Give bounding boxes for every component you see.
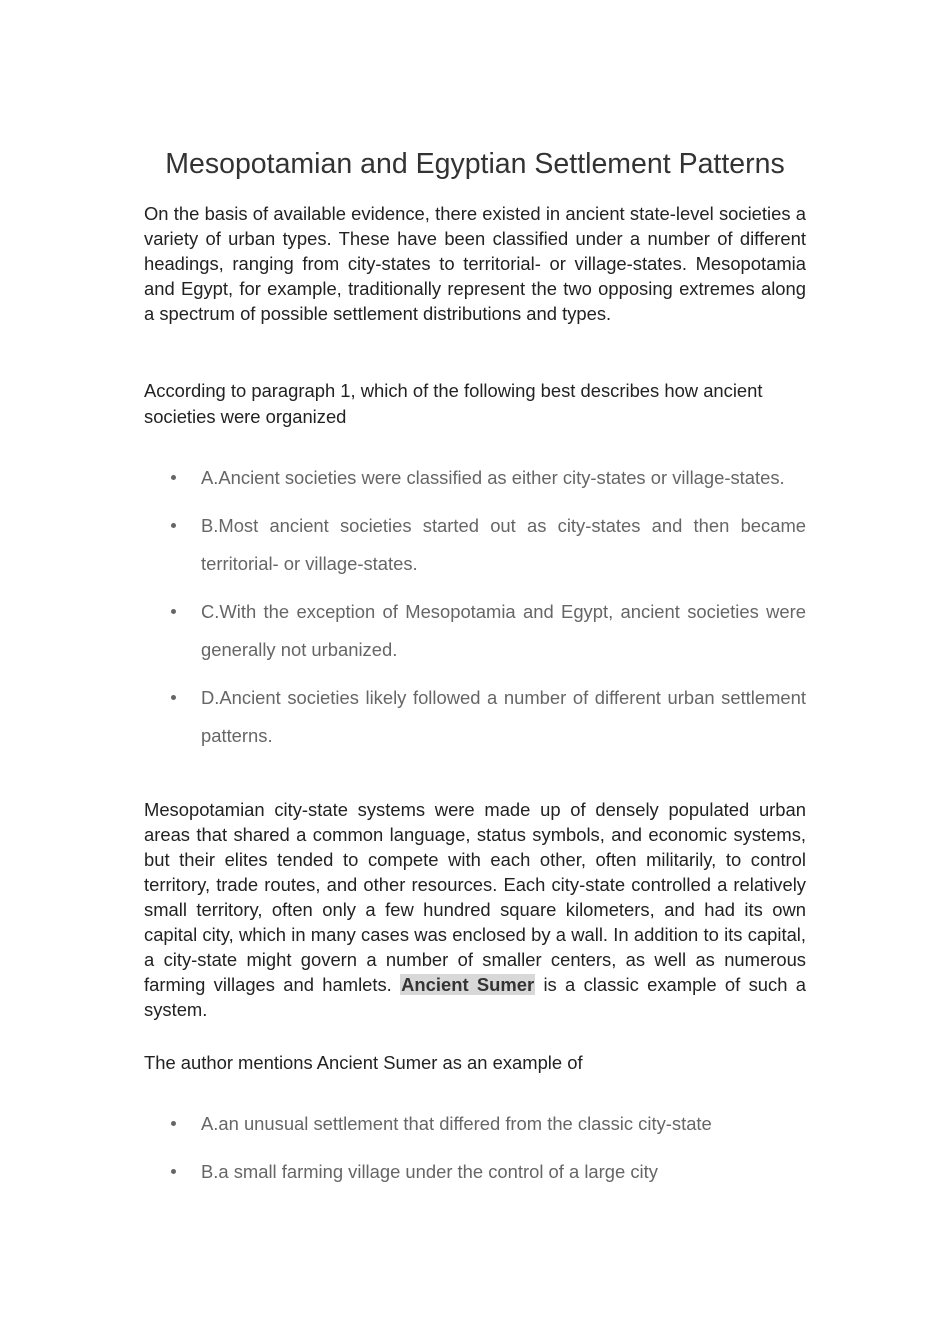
question-1-option-a[interactable] bbox=[144, 459, 806, 497]
bullet-icon bbox=[171, 475, 176, 480]
bullet-icon bbox=[171, 609, 176, 614]
option-text: B.Most ancient societies started out as city-states and then became territorial- or village-states. bbox=[201, 515, 806, 574]
bullet-icon bbox=[171, 1121, 176, 1126]
paragraph-2-text: Mesopotamian city-state systems were made up of densely populated urban areas that shared a common language, status symbols, and economic systems, but their elites tended to compete with each other, often militarily, to control territory, trade routes, and other resources. Each city-state controlled a relatively small territory, often only a few hundred square kilometers, and had its own capital city, which in many cases was enclosed by a wall. In addition to its capital, a city-state might govern a number of smaller centers, as well as numerous farming villages and hamlets. bbox=[144, 799, 806, 995]
option-text: A.Ancient societies were classified as either city-states or village-states. bbox=[201, 467, 785, 488]
option-text: A.an unusual settlement that differed from the classic city-state bbox=[201, 1113, 712, 1134]
question-1-prompt: According to paragraph 1, which of the following best describes how ancient societies were organized bbox=[144, 380, 763, 427]
question-1-options bbox=[144, 459, 806, 765]
question-1-option-b[interactable] bbox=[144, 507, 806, 583]
question-2-options bbox=[144, 1105, 806, 1201]
question-2-option-a[interactable] bbox=[144, 1105, 806, 1143]
bullet-icon bbox=[171, 695, 176, 700]
passage-paragraph-1: On the basis of available evidence, there existed in ancient state-level societies a variety of urban types. These have been classified under a number of different headings, ranging from city-states to territorial- or village-states. Mesopotamia and Egypt, for example, traditionally represent the two opposing extremes along a spectrum of possible settlement distributions and types. bbox=[144, 203, 806, 324]
option-text: C.With the exception of Mesopotamia and Egypt, ancient societies were generally not urbanized. bbox=[201, 601, 806, 660]
option-text: B.a small farming village under the control of a large city bbox=[201, 1161, 658, 1182]
question-2-option-b[interactable] bbox=[144, 1153, 806, 1191]
passage-paragraph-2 bbox=[144, 797, 806, 1022]
bullet-icon bbox=[171, 1169, 176, 1174]
page-title: Mesopotamian and Egyptian Settlement Patterns bbox=[165, 148, 785, 180]
paragraph-2-text-end: is a classic example of such a system. bbox=[144, 974, 806, 1020]
question-1-option-c[interactable] bbox=[144, 593, 806, 669]
question-2-prompt: The author mentions Ancient Sumer as an example of bbox=[144, 1052, 583, 1073]
option-text: D.Ancient societies likely followed a number of different urban settlement patterns. bbox=[201, 687, 806, 746]
bullet-icon bbox=[171, 523, 176, 528]
question-1-option-d[interactable] bbox=[144, 679, 806, 755]
highlighted-term: Ancient Sumer bbox=[401, 974, 535, 995]
